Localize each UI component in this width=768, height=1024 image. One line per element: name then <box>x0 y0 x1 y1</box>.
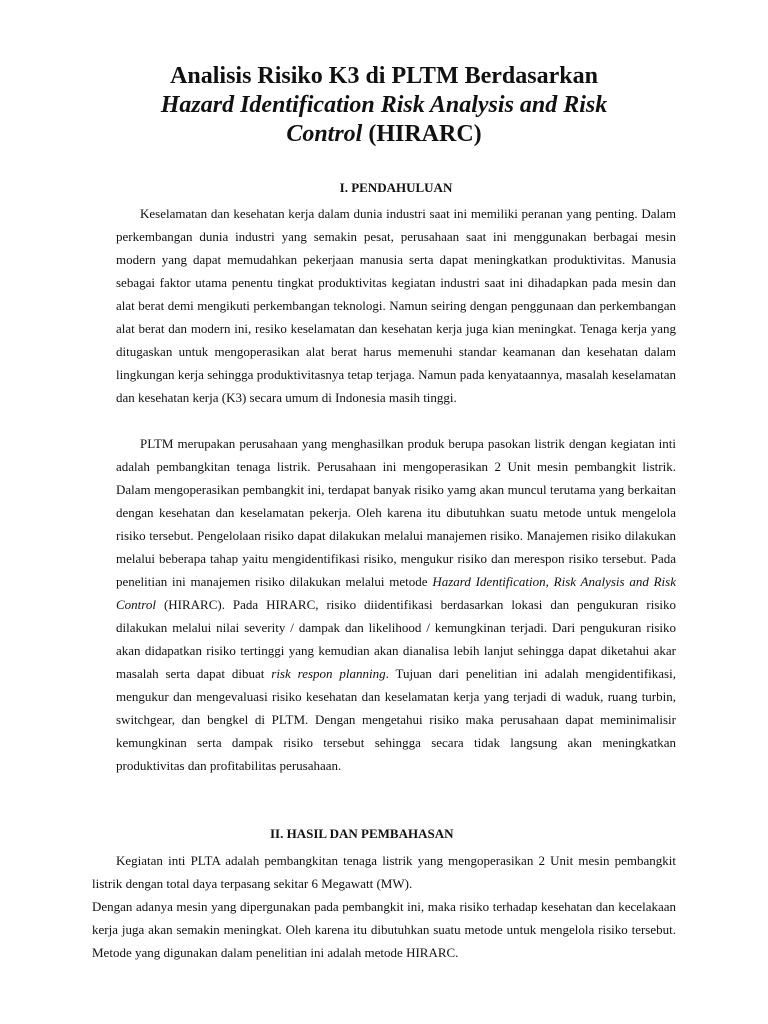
paragraph-pendahuluan-2 <box>116 432 676 777</box>
title-line-3 <box>100 120 668 149</box>
document-title <box>100 62 668 149</box>
paragraph-hasil-2: Dengan adanya mesin yang dipergunakan pada pembangkit ini, maka risiko terhadap kesehatan dan kecelakaan kerja juga akan semakin meningkat. Oleh karena itu dibutuhkan suatu metode untuk mengelola risiko tersebut. Metode yang digunakan dalam penelitian ini adalah metode HIRARC. <box>92 899 676 960</box>
paragraph-pendahuluan-1: Keselamatan dan kesehatan kerja dalam dunia industri saat ini memiliki peranan yang penting. Dalam perkembangan dunia industri yang semakin pesat, perusahaan saat ini menggunakan berbagai mesin modern yang dapat memudahkan pekerjaan manusia serta dapat meningkatkan produktivitas. Manusia sebagai faktor utama penentu tingkat produktivitas kegiatan industri saat ini dihadapkan pada mesin dan alat berat demi mengikuti perkembangan teknologi. Namun seiring dengan penggunaan dan perkembangan alat berat dan modern ini, resiko keselamatan dan kesehatan kerja juga kian meningkat. Tenaga kerja yang ditugaskan untuk mengoperasikan alat berat harus memenuhi standar keamanan dan kesehatan dalam lingkungan kerja sehingga produktivitasnya tetap terjaga. Namun pada kenyataannya, masalah keselamatan dan kesehatan kerja (K3) secara umum di Indonesia masih tinggi. <box>116 206 676 405</box>
paragraph-text-a: PLTM merupakan perusahaan yang menghasilkan produk berupa pasokan listrik dengan kegiatan inti adalah pembangkitan tenaga listrik. Perusahaan ini mengoperasikan 2 Unit mesin pembangkit listrik. Dalam mengoperasikan pembangkit ini, terdapat banyak risiko yamg akan muncul terutama yang berkaitan dengan kesehatan dan keselamatan pekerja. Oleh karena itu dibutuhkan suatu metode untuk mengelola risiko tersebut. Pengelolaan risiko dapat dilakukan melalui manajemen risiko. Manajemen risiko dilakukan melalui beberapa tahap yaitu mengidentifikasi risiko, mengukur risiko dan merespon risiko tersebut. Pada penelitian ini manajemen risiko dilakukan melalui metode <box>116 436 676 589</box>
paragraph-hasil-1: Kegiatan inti PLTA adalah pembangkitan tenaga listrik yang mengoperasikan 2 Unit mesin pembangkit listrik dengan total daya terpasang sekitar 6 Megawatt (MW). <box>92 853 676 891</box>
title-line-2: Hazard Identification Risk Analysis and Risk <box>160 92 608 118</box>
title-line-3-italic: Control <box>286 121 363 147</box>
method-name-italic: Hazard Identification, Risk Analysis and Risk Control <box>116 574 676 612</box>
title-line-1: Analisis Risiko K3 di PLTM Berdasarkan <box>170 63 598 89</box>
title-line-3-rest: (HIRARC) <box>362 121 482 147</box>
section-heading-pendahuluan: I. PENDAHULUAN <box>339 180 453 195</box>
paragraph-text-b: (HIRARC). Pada HIRARC, risiko diidentifikasi berdasarkan lokasi dan pengukuran risiko dilakukan melalui nilai severity / dampak dan likelihood / kemungkinan terjadi. Dari pengukuran risiko akan didapatkan risiko tertinggi yang kemudian akan dianalisa lebih lanjut sehingga dapat diketahui akar masalah serta dapat dibuat <box>116 597 676 681</box>
paragraph-text-c: . Tujuan dari penelitian ini adalah mengidentifikasi, mengukur dan mengevaluasi risiko kesehatan dan keselamatan kerja yang terjadi di waduk, ruang turbin, switchgear, dan bengkel di PLTM. Dengan mengetahui risiko maka perusahaan dapat meminimalisir kemungkinan serta dampak risiko tersebut sehingga secara tidak langsung akan meningkatkan produktivitas dan profitabilitas perusahaan. <box>116 666 676 773</box>
section-heading-hasil: II. HASIL DAN PEMBAHASAN <box>270 826 454 841</box>
risk-respon-planning-italic: risk respon planning <box>271 666 386 681</box>
